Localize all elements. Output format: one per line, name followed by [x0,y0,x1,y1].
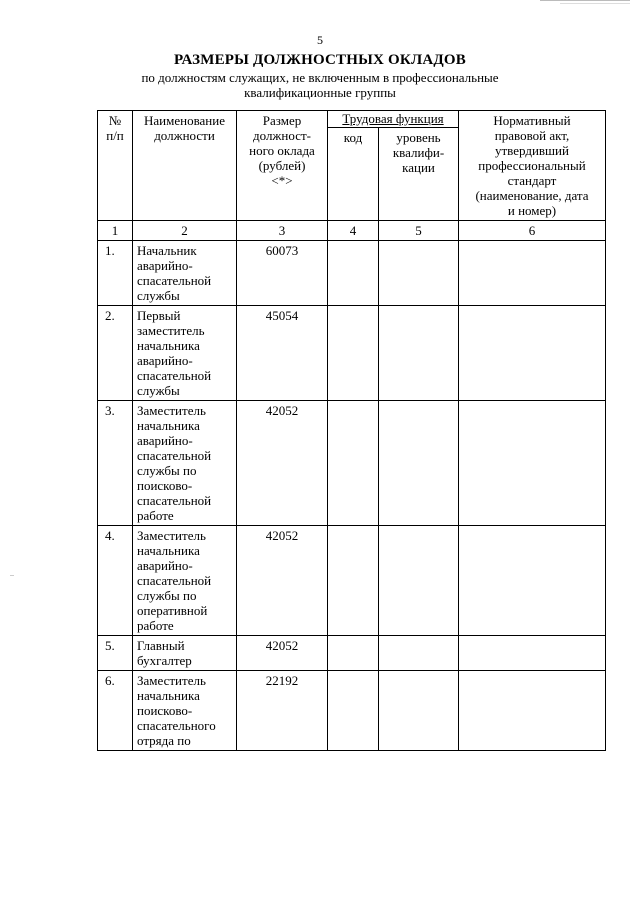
act-cell [459,401,606,526]
document-title: РАЗМЕРЫ ДОЛЖНОСТНЫХ ОКЛАДОВ [174,52,466,68]
level-cell [379,636,459,671]
header-labor-function: Трудовая функция [328,111,459,128]
position-name: Первый заместитель начальника аварийно- спасательной службы [133,306,237,401]
code-cell [328,671,379,751]
row-number: 6. [98,671,133,751]
header-qualification-level: уровень квалифи- кации [379,128,459,221]
column-number: 6 [459,221,606,241]
position-name: Главный бухгалтер [133,636,237,671]
column-number: 3 [237,221,328,241]
column-number: 5 [379,221,459,241]
code-cell [328,526,379,636]
table-row [98,306,606,401]
document-subtitle-line1: по должностям служащих, не включенным в профессиональные [141,70,499,85]
level-cell [379,241,459,306]
header-position-name: Наименование должности [133,111,237,221]
salary-amount: 22192 [237,671,328,751]
act-cell [459,671,606,751]
document-subtitle-line2: квалификационные группы [244,85,396,100]
table-row [98,671,606,751]
level-cell [379,671,459,751]
header-normative-act: Нормативный правовой акт, утвердивший профессиональный стандарт (наименование, дата и номер) [459,111,606,221]
table-row [98,241,606,306]
salary-amount: 45054 [237,306,328,401]
salary-amount: 42052 [237,526,328,636]
code-cell [328,401,379,526]
scan-edge-mark [540,0,630,1]
level-cell [379,526,459,636]
act-cell [459,636,606,671]
scan-edge-mark [560,3,630,4]
row-number: 2. [98,306,133,401]
level-cell [379,401,459,526]
position-name: Заместитель начальника поисково- спасательного отряда по [133,671,237,751]
code-cell [328,306,379,401]
row-number: 5. [98,636,133,671]
column-number: 4 [328,221,379,241]
header-num: № п/п [98,111,133,221]
table-row [98,636,606,671]
salary-amount: 60073 [237,241,328,306]
table-header [98,111,606,241]
row-number: 1. [98,241,133,306]
act-cell [459,526,606,636]
code-cell [328,241,379,306]
code-cell [328,636,379,671]
salary-table [97,110,606,751]
act-cell [459,241,606,306]
header-salary: Размер должност- ного оклада (рублей) <*> [237,111,328,221]
row-number: 3. [98,401,133,526]
position-name: Начальник аварийно- спасательной службы [133,241,237,306]
column-number: 1 [98,221,133,241]
column-numbers-row [98,221,606,241]
position-name: Заместитель начальника аварийно- спасательной службы по оперативной работе [133,526,237,636]
position-name: Заместитель начальника аварийно- спасательной службы по поисково- спасательной работе [133,401,237,526]
salary-amount: 42052 [237,636,328,671]
margin-mark [10,575,14,576]
table-row [98,526,606,636]
table-row [98,401,606,526]
header-code: код [328,128,379,221]
salary-amount: 42052 [237,401,328,526]
level-cell [379,306,459,401]
row-number: 4. [98,526,133,636]
act-cell [459,306,606,401]
column-number: 2 [133,221,237,241]
page-number: 5 [317,33,323,47]
